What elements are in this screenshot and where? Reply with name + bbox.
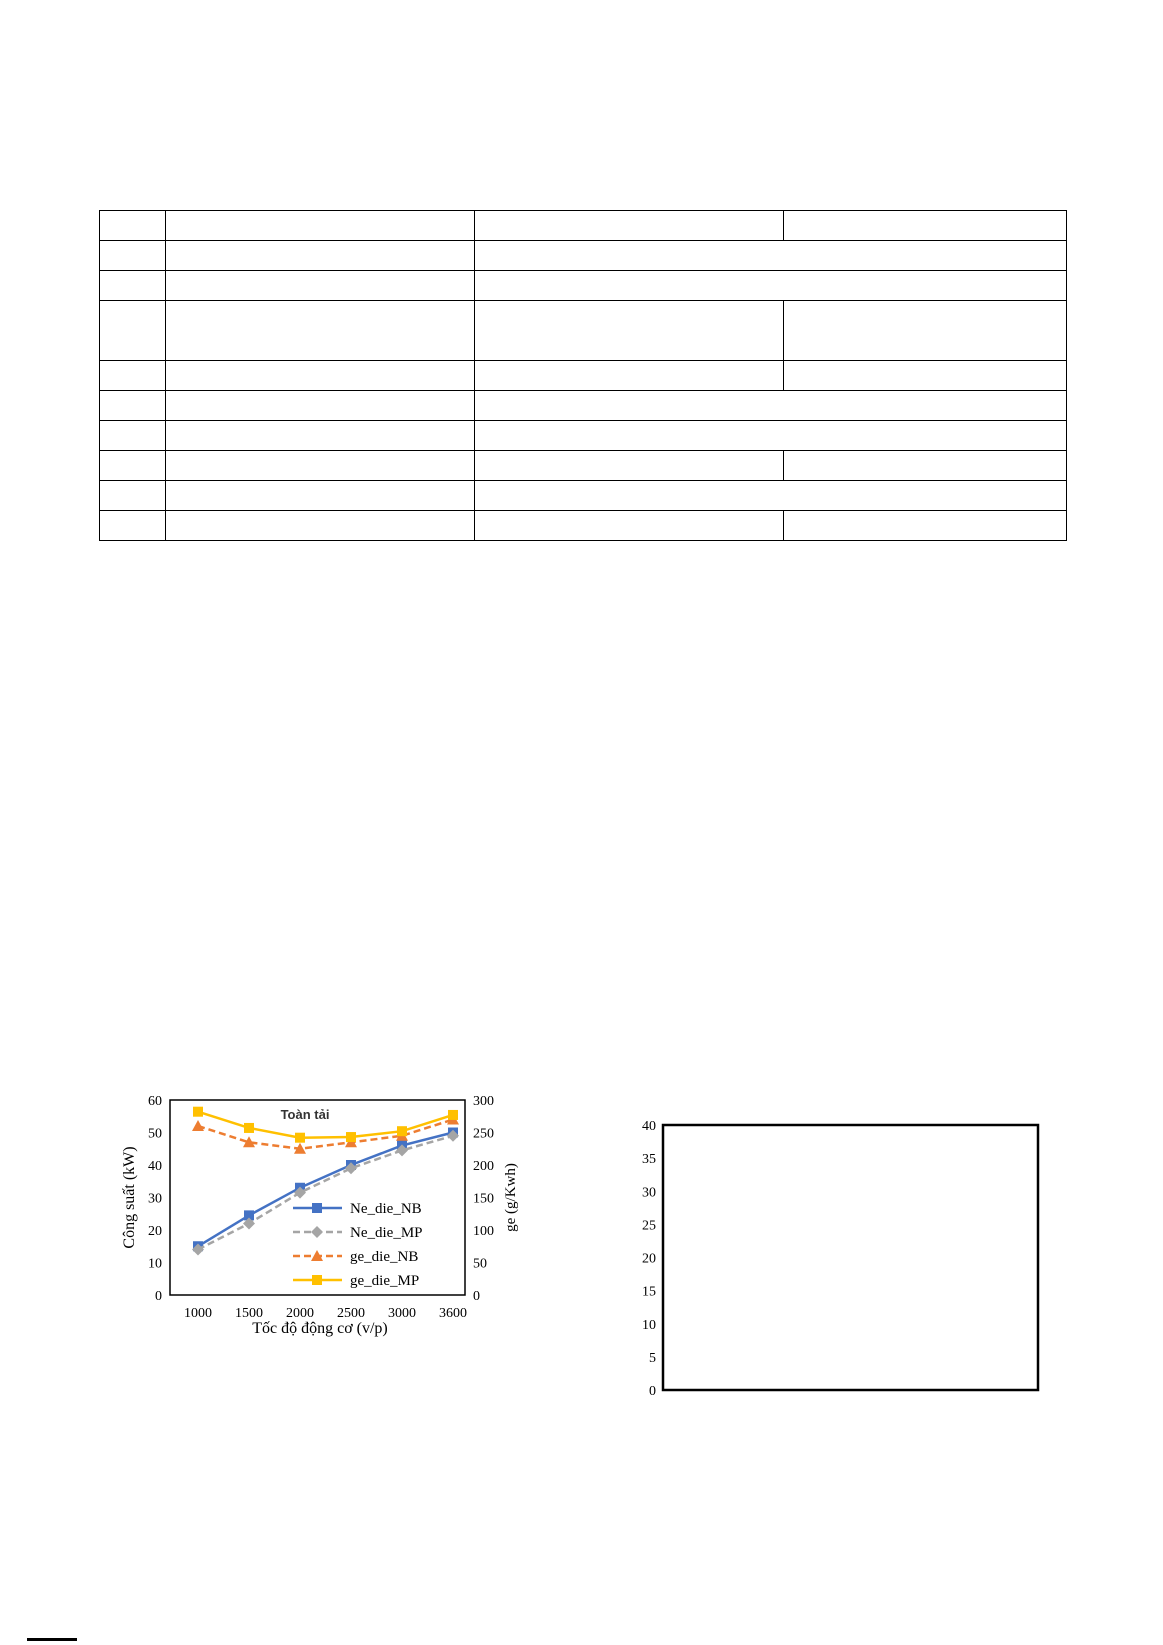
x-axis-title: Tốc độ động cơ (v/p)	[252, 1320, 388, 1337]
y-axis-title: Công suất (kW)	[121, 1146, 138, 1249]
data-point	[397, 1126, 407, 1136]
y-tick-label: 20	[642, 1251, 656, 1267]
legend-label: Ne_die_NB	[350, 1201, 422, 1217]
y-tick-label: 30	[642, 1185, 656, 1201]
y-tick-label: 10	[642, 1317, 656, 1333]
table-cell	[100, 301, 166, 361]
table-cell	[100, 271, 166, 301]
data-point	[295, 1133, 305, 1143]
table-cell	[100, 421, 166, 451]
table-cell	[784, 511, 1067, 541]
y-tick-label: 60	[148, 1094, 162, 1109]
table-cell	[166, 511, 475, 541]
table-row	[100, 481, 1067, 511]
x-tick-label: 3000	[388, 1306, 416, 1321]
table-row	[100, 241, 1067, 271]
y-tick-label: 15	[642, 1284, 656, 1300]
y-tick-label: 30	[148, 1191, 162, 1207]
y-tick-label: 0	[649, 1384, 656, 1399]
legend-label: ge_die_MP	[350, 1273, 420, 1289]
plot-area	[170, 1100, 465, 1295]
table-cell	[784, 301, 1067, 361]
y2-tick-label: 250	[473, 1126, 494, 1142]
table-cell	[166, 421, 475, 451]
y-tick-label: 40	[642, 1119, 656, 1134]
y2-tick-label: 50	[473, 1256, 487, 1272]
table-row	[100, 271, 1067, 301]
table-cell	[475, 451, 784, 481]
table-cell	[100, 481, 166, 511]
table-cell	[166, 481, 475, 511]
table-cell	[166, 241, 475, 271]
data-point	[346, 1132, 356, 1142]
table-cell	[784, 211, 1067, 241]
table-cell	[166, 211, 475, 241]
plot-area	[663, 1125, 1038, 1390]
y-tick-label: 40	[148, 1159, 162, 1174]
y2-tick-label: 200	[473, 1159, 494, 1174]
y-tick-label: 0	[155, 1289, 162, 1304]
table-row	[100, 211, 1067, 241]
x-tick-label: 1000	[184, 1306, 212, 1321]
table-row	[100, 391, 1067, 421]
table-cell	[100, 241, 166, 271]
data-point	[193, 1107, 203, 1117]
y-tick-label: 20	[148, 1224, 162, 1239]
x-tick-label: 2500	[337, 1306, 365, 1321]
table-cell	[475, 421, 1067, 451]
legend-label: Ne_die_MP	[350, 1225, 423, 1241]
table-row	[100, 451, 1067, 481]
table-row	[100, 421, 1067, 451]
table-cell	[475, 361, 784, 391]
chart-title: Toàn tải	[280, 1107, 330, 1122]
x-tick-label: 1500	[235, 1306, 263, 1321]
page-footer-mark	[27, 1638, 77, 1641]
legend-label: ge_die_NB	[350, 1249, 419, 1265]
table-cell	[166, 451, 475, 481]
data-point	[244, 1123, 254, 1133]
table-cell	[100, 451, 166, 481]
y-tick-label: 35	[642, 1152, 656, 1168]
table-cell	[784, 451, 1067, 481]
table-cell	[475, 241, 1067, 271]
y-tick-label: 50	[148, 1126, 162, 1142]
table-row	[100, 511, 1067, 541]
table-cell	[784, 361, 1067, 391]
y-tick-label: 5	[649, 1350, 656, 1366]
table-cell	[100, 391, 166, 421]
data-point	[192, 1120, 204, 1131]
table-cell	[475, 271, 1067, 301]
data-point	[448, 1110, 458, 1120]
y2-tick-label: 300	[473, 1094, 494, 1109]
table-cell	[166, 301, 475, 361]
y2-tick-label: 0	[473, 1289, 480, 1304]
table-cell	[166, 361, 475, 391]
data-point	[312, 1203, 322, 1213]
data-point	[312, 1275, 322, 1285]
data-point	[311, 1226, 323, 1238]
table-cell	[475, 211, 784, 241]
y-tick-label: 25	[642, 1218, 656, 1234]
table-cell	[475, 391, 1067, 421]
x-tick-label: 2000	[286, 1306, 314, 1321]
table-cell	[100, 361, 166, 391]
y2-tick-label: 100	[473, 1224, 494, 1239]
table-cell	[475, 481, 1067, 511]
table-cell	[166, 391, 475, 421]
table-row	[100, 361, 1067, 391]
table-cell	[475, 301, 784, 361]
y2-tick-label: 150	[473, 1191, 494, 1207]
spec-table	[99, 210, 1067, 541]
table-cell	[100, 511, 166, 541]
y2-axis-title: ge (g/Kwh)	[503, 1163, 519, 1232]
table-row	[100, 301, 1067, 361]
x-tick-label: 3600	[439, 1306, 467, 1321]
chart-left	[110, 1080, 519, 1355]
y-tick-label: 10	[148, 1256, 162, 1272]
table-cell	[100, 211, 166, 241]
table-cell	[475, 511, 784, 541]
table-cell	[166, 271, 475, 301]
chart-right	[613, 1105, 1043, 1435]
